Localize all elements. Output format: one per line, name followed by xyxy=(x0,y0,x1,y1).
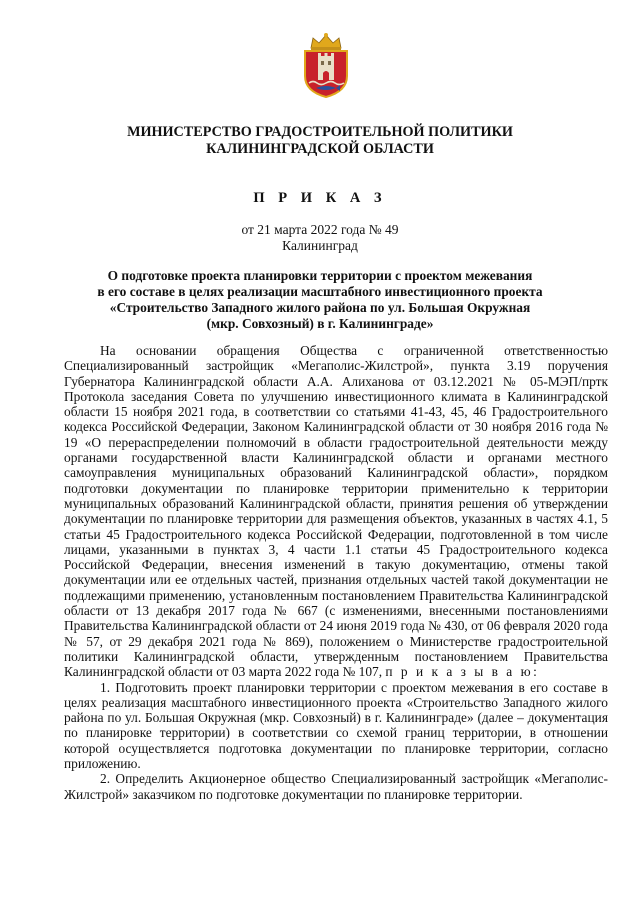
document-type: П Р И К А З xyxy=(253,190,387,206)
ministry-title xyxy=(40,124,600,158)
ministry-line-2: КАЛИНИНГРАДСКОЙ ОБЛАСТИ xyxy=(206,141,434,157)
item-1-paragraph: 1. Подготовить проект планировки территории с проектом межевания в его составе в целях реализация масштабного инвестиционного проекта «Строительство Западного жилого района по ул. Большая Окружная (мкр. Совхозный) в г. Калининграде» (далее – документация по планировке территории) в соответствии со схемой границ территории, в отношении которой осуществляется подготовка документации по планировке территории, согласно приложению. xyxy=(64,679,608,772)
order-word: п р и к а з ы в а ю: xyxy=(385,664,540,680)
order-body xyxy=(64,343,608,802)
order-subject xyxy=(70,268,570,332)
preamble-paragraph xyxy=(64,343,608,680)
date-and-place xyxy=(40,222,600,254)
subject-line-4: (мкр. Совхозный) в г. Калининграде» xyxy=(206,316,434,331)
preamble-text: На основании обращения Общества с ограниченной ответственностью Специализированный застройщик «Мегаполис-Жилстрой», пункта 3.19 поручения Губернатора Калининградской области А.А. Алиханова от 03.12.2021 № 05-МЭП/пртк Протокола заседания Совета по улучшению инвестиционного климата в Калининградской области 15 ноября 2021 года, в соответствии со статьями 41-43, 45, 46 Градостроительного кодекса Российской Федерации, Законом Калининградской области от 30 ноября 2016 года № 19 «О перераспределении полномочий в области градостроительной деятельности между органами государственной власти Калининградской области и органами местного самоуправления муниципальных образований Калининградской области», порядком подготовки документации по планировке территории применительно к территории муниципальных образований Калининградской области, принятия решения об утверждении документации по планировке территории для размещения объектов, указанных в частях 4.1, 5 статьи 45 Градостроительного кодекса Российской Федерации, подготовленной в том числе лицами, указанными в пунктах 3, 4 части 1.1 статьи 45 Градостроительного кодекса Российской Федерации, внесения изменений в такую документацию, отмены такой документации или ее отдельных частей, признания отдельных частей такой документации не подлежащими применению, установленным постановлением Правительства Калининградской области от 13 декабря 2017 года № 667 (с изменениями, внесенными постановлениями Правительства Калининградской области от 24 июня 2019 года № 430, от 06 февраля 2020 года № 57, от 29 декабря 2021 года № 869), положением о Министерстве градостроительной политики Калининградской области, утвержденным постановлением Правительства Калининградской области от 03 марта 2022 года № 107, xyxy=(64,343,608,680)
subject-line-2: в его составе в целях реализации масштабного инвестиционного проекта xyxy=(97,284,543,299)
subject-line-1: О подготовке проекта планировки территории с проектом межевания xyxy=(107,268,533,283)
item-2-paragraph: 2. Определить Акционерное общество Специализированный застройщик «Мегаполис-Жилстрой» заказчиком по подготовке документации по планировке территории. xyxy=(64,771,608,802)
ministry-line-1: МИНИСТЕРСТВО ГРАДОСТРОИТЕЛЬНОЙ ПОЛИТИКИ xyxy=(127,124,513,140)
kaliningrad-region-coat-of-arms-icon xyxy=(299,32,353,98)
city: Калининград xyxy=(282,238,358,253)
date-number: от 21 марта 2022 года № 49 xyxy=(241,222,399,237)
subject-line-3: «Строительство Западного жилого района по ул. Большая Окружная xyxy=(109,300,531,315)
